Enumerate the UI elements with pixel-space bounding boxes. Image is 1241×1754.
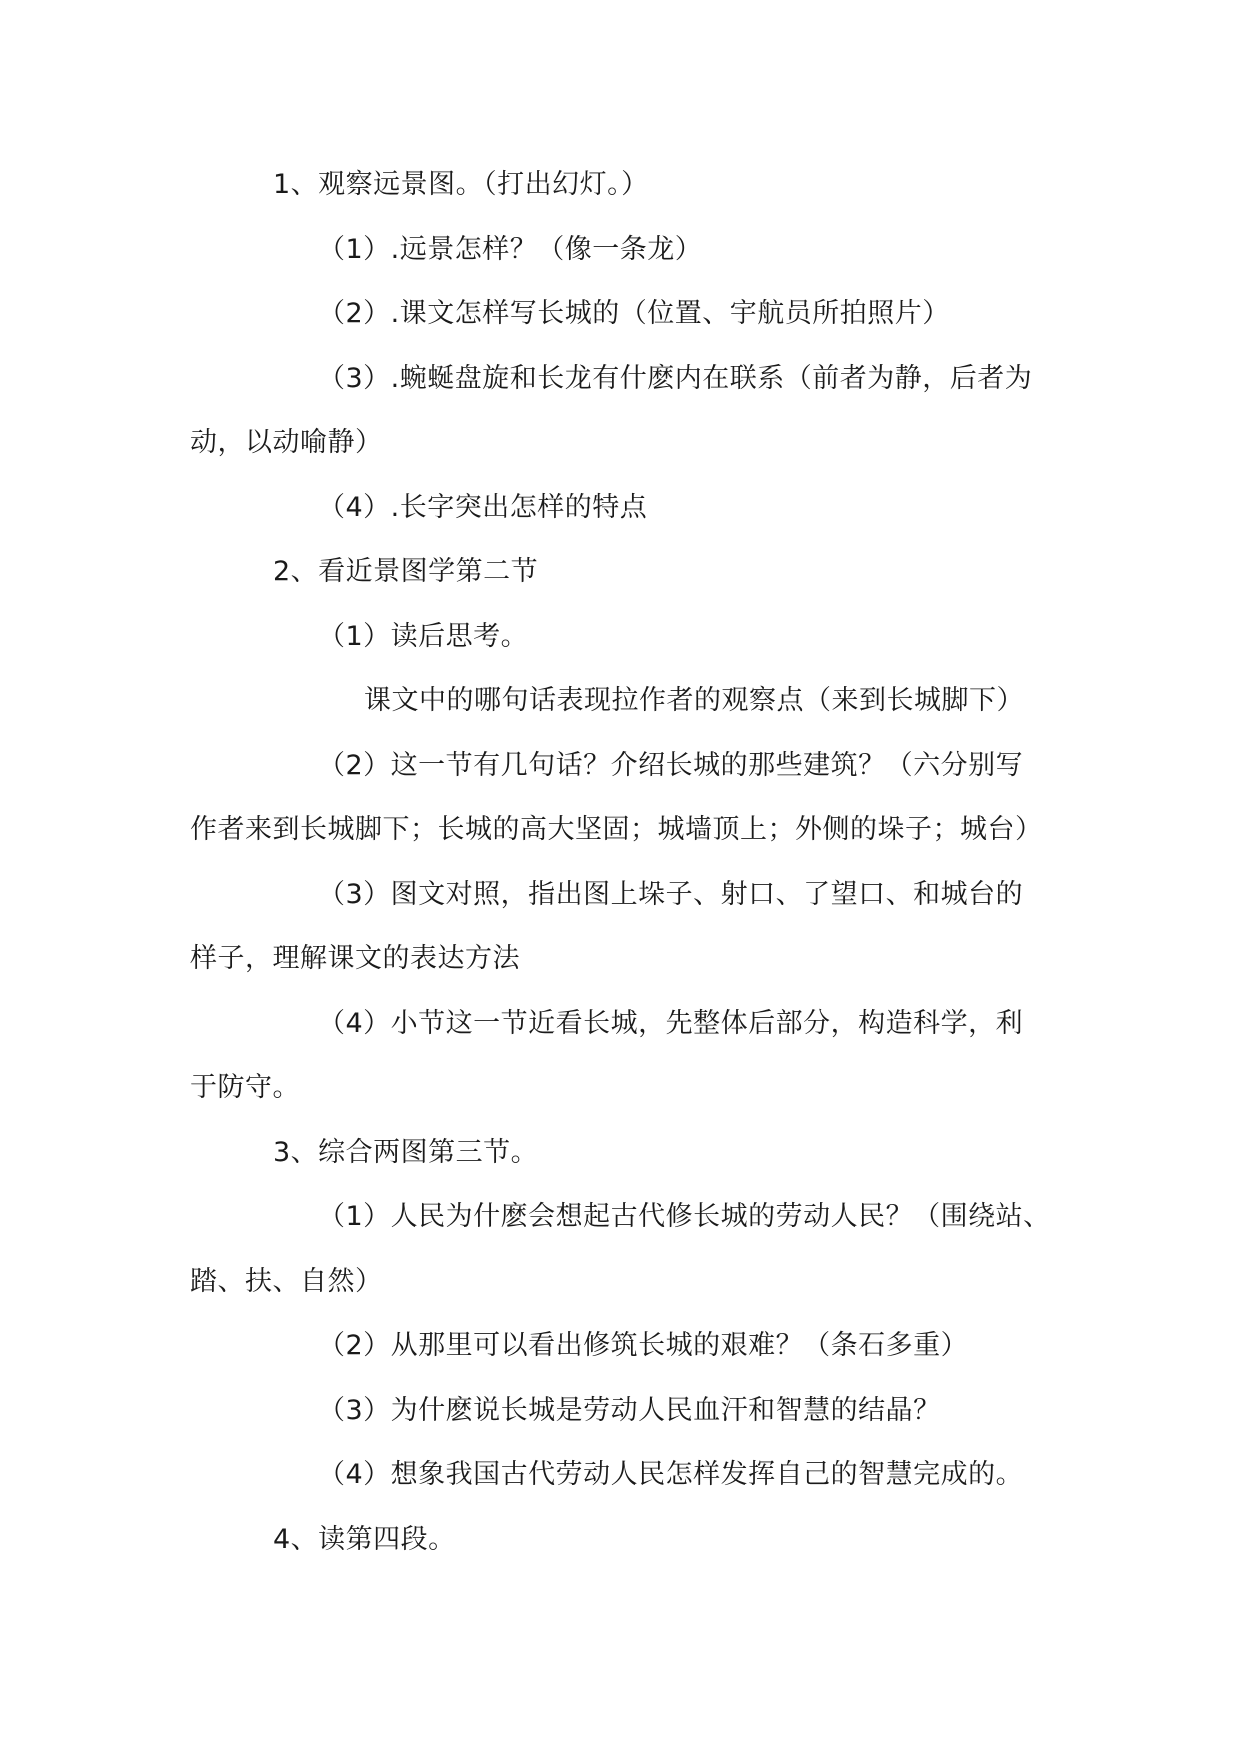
list-item: （1）读后思考。 [318, 620, 529, 652]
section-heading-1: 1、观察远景图。（打出幻灯。） [273, 169, 649, 200]
paragraph-text: 课文中的哪句话表现拉作者的观察点（来到长城脚下） [364, 685, 1024, 716]
list-item-continuation: 样子，理解课文的表达方法 [190, 943, 520, 974]
list-item: （3）为什麽说长城是劳动人民血汗和智慧的结晶？ [318, 1394, 941, 1426]
list-item: （1）人民为什麽会想起古代修长城的劳动人民？（围绕站、 [318, 1201, 1051, 1232]
list-item: （4）.长字突出怎样的特点 [318, 491, 648, 523]
list-item-continuation: 作者来到长城脚下；长城的高大坚固；城墙顶上；外侧的垛子；城台） [190, 814, 1043, 845]
list-item: （2）从那里可以看出修筑长城的艰难？（条石多重） [318, 1330, 969, 1361]
section-heading-2: 2、看近景图学第二节 [273, 556, 539, 587]
list-item: （2）这一节有几句话？介绍长城的那些建筑？（六分别写 [318, 749, 1024, 781]
list-item: （3）.蜿蜒盘旋和长龙有什麽内在联系（前者为静，后者为 [318, 362, 1033, 394]
list-item-continuation: 踏、扶、自然） [190, 1265, 383, 1297]
list-item-continuation: 于防守。 [190, 1072, 300, 1103]
section-heading-4: 4、读第四段。 [273, 1523, 456, 1555]
list-item: （3）图文对照，指出图上垛子、射口、了望口、和城台的 [318, 878, 1024, 910]
list-item: （2）.课文怎样写长城的（位置、宇航员所拍照片） [318, 298, 950, 329]
list-item: （4）小节这一节近看长城，先整体后部分，构造科学，利 [318, 1007, 1024, 1039]
document-body [190, 153, 1060, 1572]
section-heading-3: 3、综合两图第三节。 [273, 1136, 539, 1168]
list-item-continuation: 动，以动喻静） [190, 427, 383, 458]
list-item: （4）想象我国古代劳动人民怎样发挥自己的智慧完成的。 [318, 1459, 1024, 1490]
list-item: （1）.远景怎样？（像一条龙） [318, 233, 703, 265]
